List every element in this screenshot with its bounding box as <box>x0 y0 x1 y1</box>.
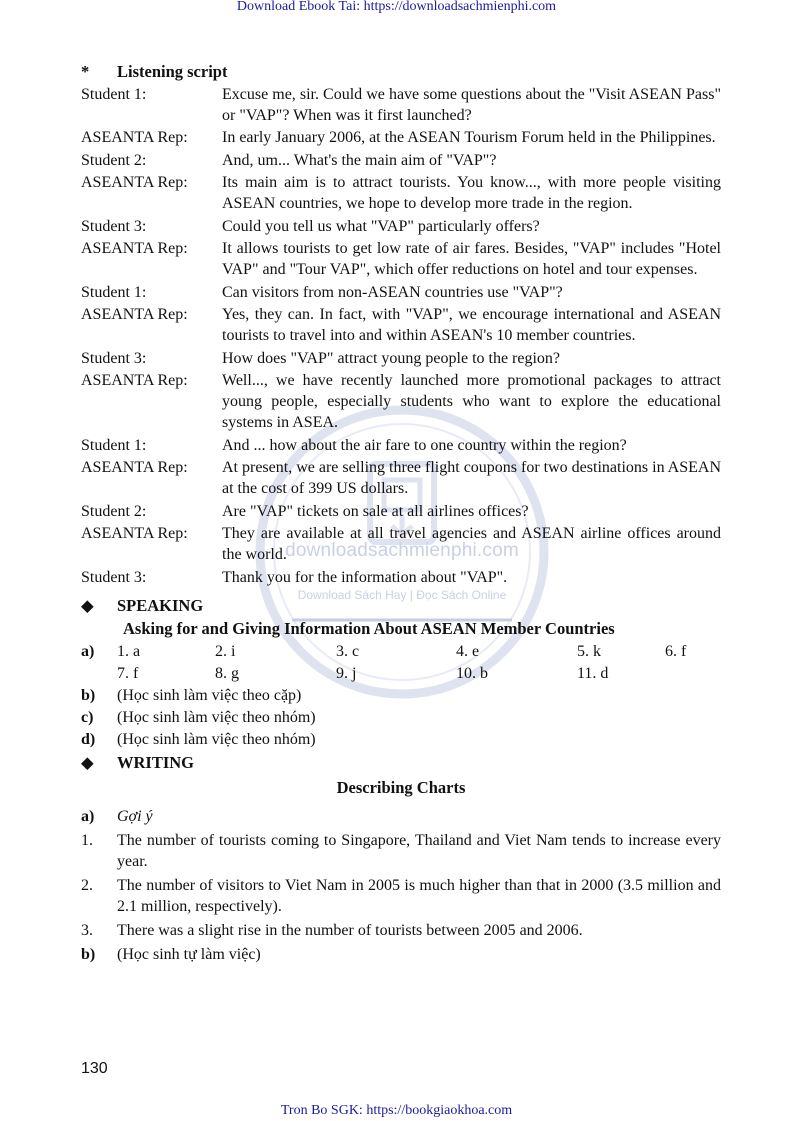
script-line <box>81 435 721 456</box>
diamond-bullet-icon: ◆ <box>81 595 94 615</box>
item-number: 2. <box>81 876 93 894</box>
listening-title: Listening script <box>117 62 228 81</box>
script-line <box>81 304 721 346</box>
writing-title: WRITING <box>117 752 195 772</box>
utterance: Are "VAP" tickets on sale at all airlines offices? <box>222 502 529 520</box>
script-line <box>81 370 721 433</box>
answer-item: 3. c <box>336 642 360 660</box>
item-text: The number of tourists coming to Singapore, Thailand and Viet Nam tends to increase every year. <box>117 831 721 870</box>
answer-item: 2. i <box>215 642 236 660</box>
item-text: (Học sinh làm việc theo nhóm) <box>117 708 316 726</box>
item-text: (Học sinh làm việc theo nhóm) <box>117 730 316 748</box>
speaking-heading <box>81 595 721 616</box>
page-number: 130 <box>81 1060 108 1077</box>
speaker: ASEANTA Rep: <box>81 129 188 146</box>
utterance: Yes, they can. In fact, with "VAP", we encourage international and ASEAN tourists to travel into and within ASEAN's 10 member countries. <box>222 306 721 344</box>
listening-script <box>81 84 721 588</box>
script-line <box>81 501 721 522</box>
script-line <box>81 216 721 237</box>
speaking-item <box>81 729 721 750</box>
answer-item: 5. k <box>577 642 601 660</box>
answer-item: 4. e <box>456 642 480 660</box>
script-line <box>81 127 721 148</box>
utterance: Its main aim is to attract tourists. You know..., with more people visiting ASEAN countries, we hope to develop more trade in the region. <box>222 174 721 212</box>
script-line <box>81 523 721 565</box>
answer-item: 6. f <box>665 642 687 660</box>
script-line <box>81 567 721 588</box>
listening-heading <box>81 61 721 82</box>
speaker: Student 2: <box>81 502 147 520</box>
speaker: ASEANTA Rep: <box>81 240 188 257</box>
speaker: Student 3: <box>81 217 147 235</box>
speaking-item <box>81 685 721 706</box>
utterance: Thank you for the information about "VAP". <box>222 568 508 586</box>
footer-banner: Tron Bo SGK: https://bookgiaokhoa.com <box>280 1103 513 1118</box>
item-label: b) <box>81 945 96 963</box>
utterance: Excuse me, sir. Could we have some questions about the "Visit ASEAN Pass" or "VAP"? When was it first launched? <box>222 85 721 124</box>
writing-item-b <box>81 944 721 965</box>
item-label: d) <box>81 730 96 748</box>
item-text: (Học sinh làm việc theo cặp) <box>117 686 302 704</box>
speaker: ASEANTA Rep: <box>81 372 188 389</box>
utterance: Could you tell us what "VAP" particularly offers? <box>222 217 540 235</box>
script-line <box>81 150 721 171</box>
speaker: Student 1: <box>81 436 147 454</box>
speaking-subtitle: Asking for and Giving Information About ASEAN Member Countries <box>123 618 615 638</box>
item-text: There was a slight rise in the number of tourists between 2005 and 2006. <box>117 921 583 939</box>
utterance: Well..., we have recently launched more promotional packages to attract young people, especially students who want to explore the educational systems in ASEA. <box>222 372 721 431</box>
utterance: And ... how about the air fare to one country within the region? <box>222 436 627 454</box>
item-text: The number of visitors to Viet Nam in 2005 is much higher than that in 2000 (3.5 million and 2.1 million, respectively). <box>117 876 721 915</box>
answer-item: 8. g <box>215 664 239 682</box>
utterance: In early January 2006, at the ASEAN Tourism Forum held in the Philippines. <box>222 129 716 146</box>
answer-grid <box>117 641 715 684</box>
watermark-site: downloadsachmienphi.com <box>285 540 519 561</box>
speaker: Student 3: <box>81 349 147 367</box>
numbered-item <box>81 875 721 917</box>
utterance: And, um... What's the main aim of "VAP"? <box>222 151 497 169</box>
speaking-answers <box>81 641 721 684</box>
speaker: ASEANTA Rep: <box>81 174 188 191</box>
writing-heading <box>81 752 721 773</box>
numbered-item <box>81 920 721 941</box>
numbered-item <box>81 830 721 872</box>
speaking-item <box>81 707 721 728</box>
answer-item: 7. f <box>117 664 139 682</box>
answer-item: 10. b <box>456 664 488 682</box>
item-text: Gợi ý <box>117 807 153 825</box>
script-line <box>81 457 721 499</box>
item-number: 1. <box>81 831 93 849</box>
utterance: How does "VAP" attract young people to the region? <box>222 349 561 367</box>
script-line <box>81 348 721 369</box>
utterance: They are available at all travel agencies and ASEAN airline offices around the world. <box>222 525 721 563</box>
diamond-bullet-icon: ◆ <box>81 752 94 772</box>
item-number: 3. <box>81 921 93 939</box>
item-label: a) <box>81 642 95 660</box>
speaker: ASEANTA Rep: <box>81 525 188 542</box>
script-line <box>81 238 721 280</box>
speaker: Student 2: <box>81 151 147 169</box>
script-line <box>81 84 721 126</box>
writing-subtitle: Describing Charts <box>336 777 466 797</box>
answer-item: 11. d <box>577 664 609 682</box>
item-label: b) <box>81 686 96 704</box>
utterance: Can visitors from non-ASEAN countries use "VAP"? <box>222 283 563 301</box>
watermark-tagline: Download Sách Hay | Đọc Sách Online <box>297 588 507 602</box>
item-label: a) <box>81 807 95 825</box>
utterance: It allows tourists to get low rate of air fares. Besides, "VAP" includes "Hotel VAP" and "Tour VAP", which offer reductions on hotel and tour expenses. <box>222 240 721 278</box>
speaker: ASEANTA Rep: <box>81 306 188 323</box>
speaker: ASEANTA Rep: <box>81 459 188 476</box>
utterance: At present, we are selling three flight coupons for two destinations in ASEAN at the cost of 399 US dollars. <box>222 459 722 497</box>
item-text: (Học sinh tự làm việc) <box>117 945 261 963</box>
header-banner: Download Ebook Tai: https://downloadsachmienphi.com <box>236 0 557 14</box>
speaker: Student 1: <box>81 283 147 301</box>
script-line <box>81 172 721 214</box>
answer-item: 1. a <box>117 642 141 660</box>
asterisk-bullet: * <box>81 62 90 81</box>
script-line <box>81 282 721 303</box>
speaking-title: SPEAKING <box>117 595 204 615</box>
item-label: c) <box>81 708 94 726</box>
speaker: Student 3: <box>81 568 147 586</box>
writing-item-a <box>81 806 721 827</box>
page-content <box>81 61 721 965</box>
speaker: Student 1: <box>81 85 147 103</box>
answer-item: 9. j <box>336 664 357 682</box>
